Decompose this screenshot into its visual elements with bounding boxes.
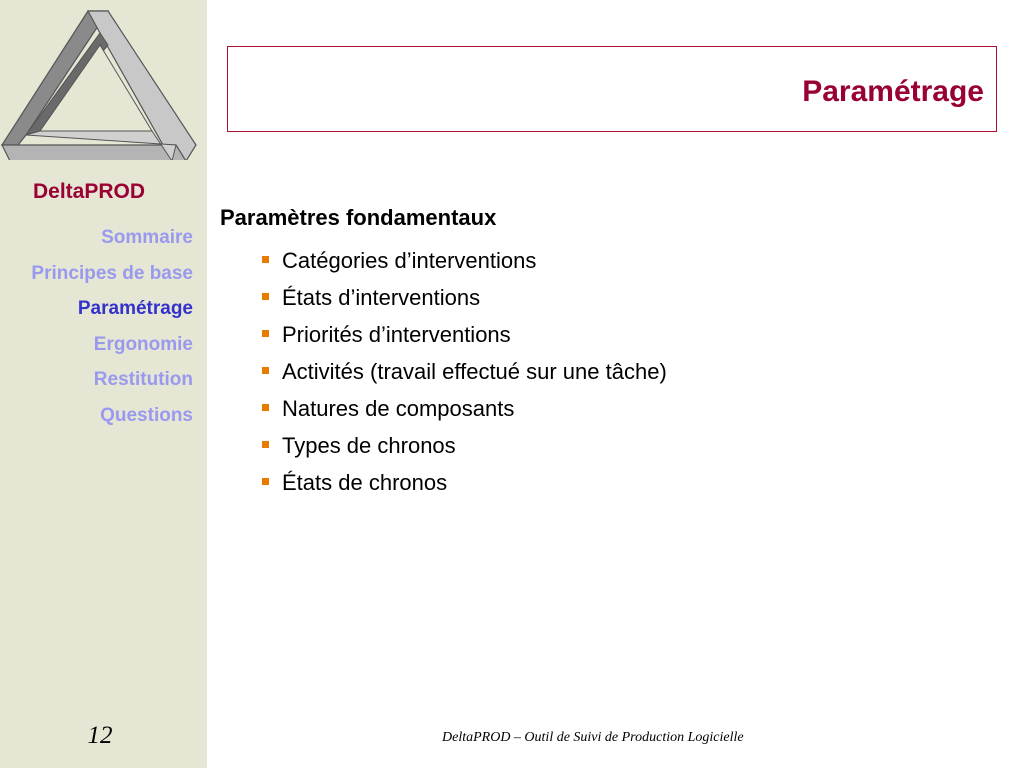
list-item xyxy=(262,242,667,279)
list-item xyxy=(262,464,667,501)
nav-item-sommaire[interactable]: Sommaire xyxy=(101,227,193,248)
nav-item-principes-de-base[interactable]: Principes de base xyxy=(31,262,193,284)
nav-item-questions[interactable]: Questions xyxy=(100,404,193,426)
list-item-text: États d’interventions xyxy=(282,285,481,310)
square-bullet-icon xyxy=(262,367,269,374)
square-bullet-icon xyxy=(262,441,269,448)
list-item-text: Activités (travail effectué sur une tâche) xyxy=(282,359,667,384)
list-item-text: États de chronos xyxy=(282,470,448,495)
list-item xyxy=(262,279,667,316)
footer-text: DeltaPROD – Outil de Suivi de Production Logicielle xyxy=(442,730,744,745)
square-bullet-icon xyxy=(262,293,269,300)
page-number: 12 xyxy=(87,722,113,749)
sidebar-nav xyxy=(31,220,193,433)
nav-item-restitution[interactable]: Restitution xyxy=(93,369,193,390)
slide-title: Paramétrage xyxy=(802,75,984,108)
penrose-triangle-icon xyxy=(0,5,200,160)
list-item-text: Priorités d’interventions xyxy=(282,322,511,347)
bullet-list xyxy=(262,242,667,501)
list-item xyxy=(262,316,667,353)
list-item-text: Types de chronos xyxy=(282,433,456,458)
list-item-text: Natures de composants xyxy=(282,396,515,421)
nav-item-parametrage[interactable]: Paramétrage xyxy=(77,298,193,319)
sidebar xyxy=(0,0,207,768)
list-item xyxy=(262,353,667,390)
nav-item-ergonomie[interactable]: Ergonomie xyxy=(93,333,193,355)
square-bullet-icon xyxy=(262,404,269,411)
square-bullet-icon xyxy=(262,478,269,485)
square-bullet-icon xyxy=(262,330,269,337)
list-item xyxy=(262,390,667,427)
square-bullet-icon xyxy=(262,256,269,263)
title-box xyxy=(227,46,997,132)
list-item xyxy=(262,427,667,464)
section-heading: Paramètres fondamentaux xyxy=(220,205,497,230)
list-item-text: Catégories d’interventions xyxy=(282,248,537,273)
brand-name: DeltaPROD xyxy=(32,180,146,203)
